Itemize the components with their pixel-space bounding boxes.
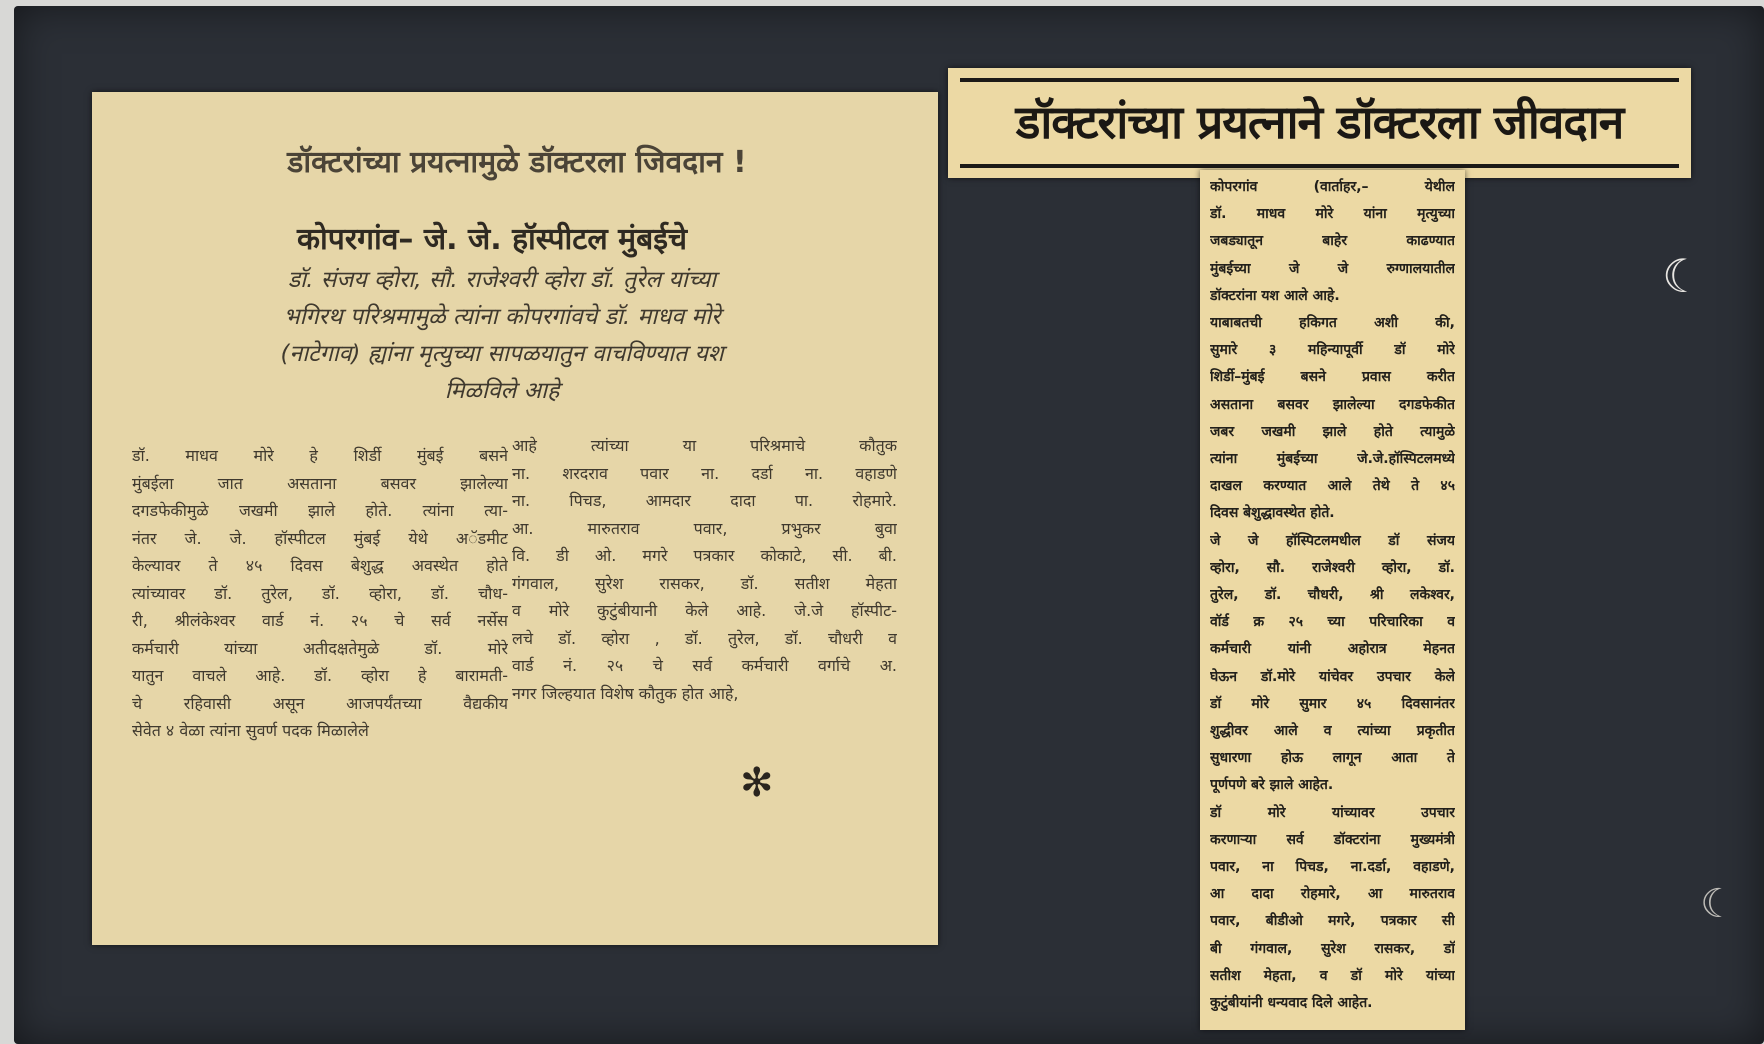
text-line: मुंबईच्या जे जे रुग्णालयातील xyxy=(1210,260,1455,277)
text-line: बी गंगवाल, सुरेश रासकर, डॉ xyxy=(1210,940,1455,957)
text-line: शिर्डी–मुंबई बसने प्रवास करीत xyxy=(1210,369,1455,386)
clipping-subheadline xyxy=(202,262,802,410)
text-line: पवार, ना पिचड, ना.दर्डा, वहाडणे, xyxy=(1210,859,1455,876)
clipping-headline: डॉक्टरांच्या प्रयत्नाने डॉक्टरला जीवदान xyxy=(1015,95,1624,149)
text-line: दाखल करण्यात आले तेथे ते ४५ xyxy=(1210,478,1455,495)
text-line: केल्यावर ते ४५ दिवस बेशुद्ध अवस्थेत होते xyxy=(132,556,508,575)
subheadline-line: भगिरथ परिश्रमामुळे त्यांना कोपरगांवचे डॉ. माधव मोरे xyxy=(283,304,721,330)
text-line: जे जे हॉस्पिटलमधील डॉ संजय xyxy=(1210,532,1455,549)
text-line: आहे त्यांच्या या परिश्रमाचे कौतुक xyxy=(512,436,897,455)
text-line: कुटुंबीयांनी धन्यवाद दिले आहेत. xyxy=(1210,995,1373,1012)
text-line: यातुन वाचले आहे. डॉ. व्होरा हे बारामती- xyxy=(132,666,508,685)
text-line: कर्मचारी यांच्या अतीदक्षतेमुळे डॉ. मोरे xyxy=(132,638,508,658)
text-line: डॉ मोरे यांच्यावर उपचार xyxy=(1210,804,1455,821)
text-line: वार्ड नं. २५ चे सर्व कर्मचारी वर्गाचे अ. xyxy=(512,656,897,675)
text-line: आ दादा रोहमारे, आ मारुतराव xyxy=(1210,886,1455,903)
text-line: गंगवाल, सुरेश रासकर, डॉ. सतीश मेहता xyxy=(512,573,897,593)
photo-corner-pin-icon: ☾ xyxy=(1662,249,1704,303)
text-line: डॉ. माधव मोरे हे शिर्डी मुंबई बसने xyxy=(132,446,508,465)
newspaper-clipping-right-header xyxy=(948,68,1691,178)
text-line: मुंबईला जात असताना बसवर झालेल्या xyxy=(132,473,508,493)
text-line: वॉर्ड क्र २५ च्या परिचारिका व xyxy=(1210,614,1455,631)
subheadline-line: मिळविले आहे xyxy=(444,378,560,404)
text-line: तुरेल, डॉ. चौधरी, श्री लकेश्वर, xyxy=(1210,587,1455,604)
text-line: त्यांच्यावर डॉ. तुरेल, डॉ. व्होरा, डॉ. चौध- xyxy=(132,583,508,603)
text-line: त्यांना मुंबईच्या जे.जे.हॉस्पिटलमध्ये xyxy=(1210,451,1455,468)
photo-corner-pin-icon: ☾ xyxy=(1700,881,1736,927)
subheadline-line: डॉ. संजय व्होरा, सौ. राजेश्वरी व्होरा डॉ. तुरेल यांच्या xyxy=(287,267,717,293)
text-line: ना. शरदराव पवार ना. दर्डा ना. वहाडणे xyxy=(512,463,897,483)
clipping-headline: डॉक्टरांच्या प्रयत्नामुळे डॉक्टरला जिवदान ! xyxy=(287,145,747,180)
text-line: घेऊन डॉ.मोरे यांचेवर उपचार केले xyxy=(1210,668,1455,685)
text-line: दिवस बेशुद्धावस्थेत होते. xyxy=(1210,505,1335,522)
header-rule-bottom xyxy=(960,164,1679,168)
end-mark-asterisk-icon: ✻ xyxy=(740,760,774,806)
text-line: शुद्धीवर आले व त्यांच्या प्रकृतीत xyxy=(1210,723,1455,740)
text-line: लचे डॉ. व्होरा , डॉ. तुरेल, डॉ. चौधरी व xyxy=(512,628,897,648)
text-line: दगडफेकीमुळे जखमी झाले होते. त्यांना त्या- xyxy=(132,501,508,520)
text-line: व्होरा, सौ. राजेश्वरी व्होरा, डॉ. xyxy=(1210,559,1455,576)
text-line: वि. डी ओ. मगरे पत्रकार कोकाटे, सी. बी. xyxy=(512,546,897,565)
text-line: ना. पिचड, आमदार दादा पा. रोहमारे. xyxy=(512,491,897,510)
text-line: जबड्यातून बाहेर काढण्यात xyxy=(1210,233,1455,250)
text-line: डॉक्टरांना यश आले आहे. xyxy=(1210,287,1340,304)
text-line: नंतर जे. जे. हॉस्पीटल मुंबई येथे अॅडमीट xyxy=(132,528,508,548)
text-line: जबर जखमी झाले होते त्यामुळे xyxy=(1210,423,1455,440)
article-body xyxy=(1210,174,1455,1017)
text-line: री, श्रीलंकेश्वर वार्ड नं. २५ चे सर्व नर्सेस xyxy=(132,611,508,630)
text-line: व मोरे कुटुंबीयानी केले आहे. जे.जे हॉस्पीट- xyxy=(512,601,897,620)
text-line: डॉ. माधव मोरे यांना मृत्युच्या xyxy=(1210,206,1455,223)
text-line: कर्मचारी यांनी अहोरात्र मेहनत xyxy=(1210,641,1455,658)
text-line: सुमारे ३ महिन्यापूर्वी डॉ मोरे xyxy=(1210,342,1455,359)
text-line: सुधारणा होऊ लागून आता ते xyxy=(1210,750,1455,767)
text-line: आ. मारुतराव पवार, प्रभुकर बुवा xyxy=(512,518,897,538)
article-column-2 xyxy=(512,432,897,707)
newspaper-clipping-left xyxy=(92,92,938,945)
text-line: सतीश मेहता, व डॉ मोरे यांच्या xyxy=(1210,967,1455,984)
text-line: पूर्णपणे बरे झाले आहेत. xyxy=(1210,777,1334,794)
text-line: कोपरगांव (वार्ताहर,– येथील xyxy=(1210,179,1455,195)
text-line: करणाऱ्या सर्व डॉक्टरांना मुख्यमंत्री xyxy=(1210,831,1455,848)
subheadline-line: (नाटेगाव) ह्यांना मृत्युच्या सापळयातुन वाचविण्यात यश xyxy=(280,341,724,367)
header-rule-top xyxy=(960,78,1679,82)
clipping-dateline: कोपरगांव– जे. जे. हॉस्पीटल मुंबईचे xyxy=(296,222,688,257)
text-line: डॉ मोरे सुमार ४५ दिवसानंतर xyxy=(1210,695,1455,712)
text-line: असताना बसवर झालेल्या दगडफेकीत xyxy=(1210,396,1455,413)
newspaper-clipping-right-body xyxy=(1200,170,1465,1030)
text-line: नगर जिल्हयात विशेष कौतुक होत आहे, xyxy=(512,683,739,703)
text-line: चे रहिवासी असून आजपर्यंतच्या वैद्यकीय xyxy=(132,693,508,713)
text-line: याबाबतची हकिगत अशी की, xyxy=(1210,315,1455,332)
article-column-1 xyxy=(132,442,508,745)
text-line: सेवेत ४ वेळा त्यांना सुवर्ण पदक मिळालेले xyxy=(132,721,369,740)
text-line: पवार, बीडीओ मगरे, पत्रकार सी xyxy=(1210,913,1455,930)
